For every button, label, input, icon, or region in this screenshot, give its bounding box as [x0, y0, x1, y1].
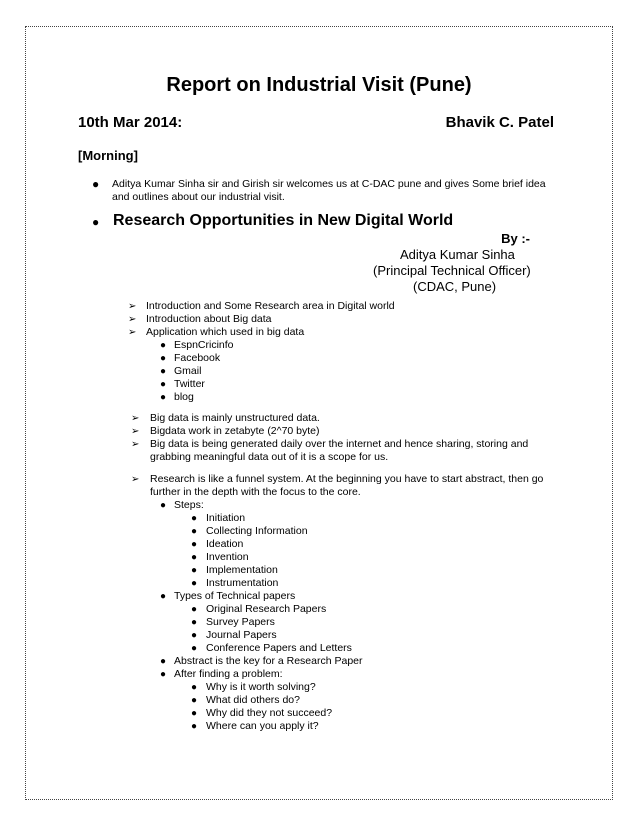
arrow-bullet-icon: ➢ [131, 439, 140, 450]
dot-bullet-icon: ● [92, 177, 100, 191]
list-item: Why did they not succeed? [206, 707, 333, 719]
section-title: Research Opportunities in New Digital World [113, 212, 454, 229]
list-item: Big data is mainly unstructured data. [150, 412, 320, 424]
list-item: Implementation [206, 564, 278, 576]
arrow-bullet-icon: ➢ [128, 314, 137, 325]
dot-bullet-icon: ● [191, 539, 198, 550]
arrow-bullet-icon: ➢ [131, 474, 140, 485]
arrow-bullet-icon: ➢ [131, 413, 140, 424]
list-item: Gmail [174, 365, 202, 377]
list-item: Invention [206, 551, 249, 563]
list-item: EspnCricinfo [174, 339, 234, 351]
report-title: Report on Industrial Visit (Pune) [166, 74, 472, 96]
speaker-org: (CDAC, Pune) [413, 279, 497, 294]
list-item: Introduction and Some Research area in Digital world [146, 300, 395, 312]
dot-bullet-icon: ● [160, 366, 167, 377]
dot-bullet-icon: ● [160, 656, 167, 667]
list-item: What did others do? [206, 694, 300, 706]
list-item: Journal Papers [206, 629, 277, 641]
dot-bullet-icon: ● [160, 591, 167, 602]
list-item: Steps: [174, 499, 204, 511]
dot-bullet-icon: ● [160, 392, 167, 403]
dot-bullet-icon: ● [191, 526, 198, 537]
dot-bullet-icon: ● [191, 630, 198, 641]
list-item: Facebook [174, 352, 221, 364]
dot-bullet-icon: ● [191, 708, 198, 719]
list-item: Where can you apply it? [206, 720, 319, 732]
list-item: Introduction about Big data [146, 313, 272, 325]
arrow-bullet-icon: ➢ [128, 327, 137, 338]
dot-bullet-icon: ● [191, 552, 198, 563]
dot-bullet-icon: ● [160, 379, 167, 390]
list-item: Ideation [206, 538, 244, 550]
dot-bullet-icon: ● [191, 695, 198, 706]
dot-bullet-icon: ● [160, 669, 167, 680]
list-item: Collecting Information [206, 525, 308, 537]
by-label: By :- [501, 231, 530, 246]
report-date: 10th Mar 2014: [78, 114, 183, 131]
report-author: Bhavik C. Patel [445, 114, 554, 131]
list-item: Initiation [206, 512, 246, 524]
list-item: Research is like a funnel system. At the beginning you have to start abstract, then go [150, 473, 544, 485]
list-item: After finding a problem: [174, 668, 283, 680]
list-item: Big data is being generated daily over the internet and hence sharing, storing and [150, 438, 529, 450]
speaker-name: Aditya Kumar Sinha [400, 247, 515, 262]
dot-bullet-icon: ● [191, 643, 198, 654]
dot-bullet-icon: ● [191, 604, 198, 615]
session-label: [Morning] [78, 148, 138, 163]
dot-bullet-icon: ● [191, 617, 198, 628]
dot-bullet-icon: ● [191, 682, 198, 693]
list-item-continuation: grabbing meaningful data out of it is a scope for us. [150, 451, 389, 463]
list-item-continuation: further in the depth with the focus to the core. [150, 486, 361, 498]
intro-paragraph: Aditya Kumar Sinha sir and Girish sir welcomes us at C-DAC pune and gives Some brief idea and outlines about our industrial visit. [112, 178, 546, 203]
list-item: Original Research Papers [206, 603, 327, 615]
speaker-role: (Principal Technical Officer) [373, 263, 531, 278]
dot-bullet-icon: ● [160, 500, 167, 511]
dot-bullet-icon: ● [191, 721, 198, 732]
list-item: Twitter [174, 378, 205, 390]
list-item: Why is it worth solving? [206, 681, 316, 693]
list-item: Survey Papers [206, 616, 275, 628]
list-item: Bigdata work in zetabyte (2^70 byte) [150, 425, 320, 437]
dot-bullet-icon: ● [160, 353, 167, 364]
dot-bullet-icon: ● [191, 578, 198, 589]
arrow-bullet-icon: ➢ [131, 426, 140, 437]
list-item: Types of Technical papers [174, 590, 296, 602]
dot-bullet-icon: ● [191, 513, 198, 524]
arrow-bullet-icon: ➢ [128, 301, 137, 312]
list-item: Conference Papers and Letters [206, 642, 352, 654]
dot-bullet-icon: ● [92, 215, 100, 229]
list-item: Instrumentation [206, 577, 279, 589]
list-item: Application which used in big data [146, 326, 305, 338]
list-item: Abstract is the key for a Research Paper [174, 655, 363, 667]
dot-bullet-icon: ● [191, 565, 198, 576]
list-item: blog [174, 391, 194, 403]
dot-bullet-icon: ● [160, 340, 167, 351]
